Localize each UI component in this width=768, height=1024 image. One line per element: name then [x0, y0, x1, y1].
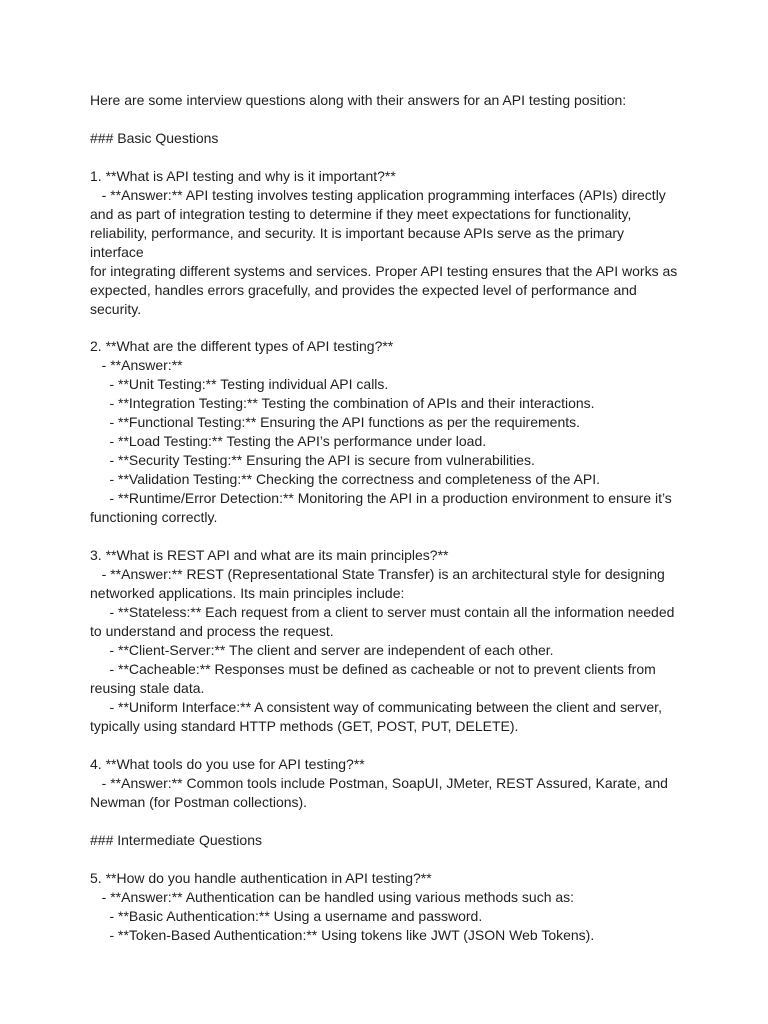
- section-heading-basic: ### Basic Questions: [90, 129, 219, 146]
- answer-3-line: - **Stateless:** Each request from a client to server must contain all the information needed: [90, 604, 675, 621]
- answer-2-line: - **Security Testing:** Ensuring the API is secure from vulnerabilities.: [90, 452, 535, 469]
- answer-3-line: - **Answer:** REST (Representational State Transfer) is an architectural style for designing: [90, 566, 665, 583]
- spacer: [90, 812, 680, 831]
- answer-2-line: - **Validation Testing:** Checking the correctness and completeness of the API.: [90, 471, 600, 488]
- answer-1-line: expected, handles errors gracefully, and provides the expected level of performance and: [90, 281, 637, 298]
- answer-2-line: - **Load Testing:** Testing the API’s performance under load.: [90, 433, 487, 450]
- answer-2-line: - **Runtime/Error Detection:** Monitoring the API in a production environment to ensure it’s: [90, 490, 672, 507]
- answer-4-line: Newman (for Postman collections).: [90, 793, 308, 810]
- answer-3-line: reusing stale data.: [90, 680, 205, 697]
- spacer: [90, 850, 680, 869]
- answer-3-line: - **Client-Server:** The client and server are independent of each other.: [90, 642, 554, 659]
- spacer: [90, 319, 680, 338]
- answer-3-line: - **Cacheable:** Responses must be defined as cacheable or not to prevent clients from: [90, 661, 656, 678]
- answer-1-line: and as part of integration testing to determine if they meet expectations for functionality,: [90, 205, 632, 222]
- answer-3-line: typically using standard HTTP methods (GET, POST, PUT, DELETE).: [90, 718, 519, 735]
- answer-2-line: functioning correctly.: [90, 509, 218, 526]
- answer-5-line: - **Answer:** Authentication can be handled using various methods such as:: [90, 888, 575, 905]
- question-3: 3. **What is REST API and what are its main principles?**: [90, 547, 449, 564]
- answer-1-line: security.: [90, 300, 142, 317]
- answer-1-line: reliability, performance, and security. It is important because APIs serve as the primary interface: [90, 224, 628, 260]
- document-page: [90, 91, 680, 945]
- question-5: 5. **How do you handle authentication in API testing?**: [90, 869, 432, 886]
- intro-text: Here are some interview questions along with their answers for an API testing position:: [90, 92, 627, 108]
- answer-2-line: - **Answer:**: [90, 357, 183, 374]
- question-1: 1. **What is API testing and why is it important?**: [90, 167, 396, 184]
- answer-2-line: - **Unit Testing:** Testing individual API calls.: [90, 376, 389, 393]
- answer-4-line: - **Answer:** Common tools include Postman, SoapUI, JMeter, REST Assured, Karate, and: [90, 774, 668, 791]
- answer-1-line: for integrating different systems and services. Proper API testing ensures that the API works as: [90, 262, 678, 279]
- answer-3-line: to understand and process the request.: [90, 623, 334, 640]
- question-4: 4. **What tools do you use for API testing?**: [90, 755, 365, 772]
- answer-1-line: - **Answer:** API testing involves testing application programming interfaces (APIs) directly: [90, 186, 666, 203]
- question-2: 2. **What are the different types of API testing?**: [90, 338, 394, 355]
- answer-5-line: - **Token-Based Authentication:** Using tokens like JWT (JSON Web Tokens).: [90, 926, 595, 943]
- answer-3-line: networked applications. Its main principles include:: [90, 585, 405, 602]
- spacer: [90, 736, 680, 755]
- answer-3-line: - **Uniform Interface:** A consistent way of communicating between the client and server,: [90, 699, 662, 716]
- spacer: [90, 148, 680, 167]
- answer-5-line: - **Basic Authentication:** Using a username and password.: [90, 907, 483, 924]
- answer-2-line: - **Functional Testing:** Ensuring the API functions as per the requirements.: [90, 414, 581, 431]
- spacer: [90, 110, 680, 129]
- spacer: [90, 527, 680, 546]
- section-heading-intermediate: ### Intermediate Questions: [90, 831, 262, 848]
- answer-2-line: - **Integration Testing:** Testing the combination of APIs and their interactions.: [90, 395, 595, 412]
